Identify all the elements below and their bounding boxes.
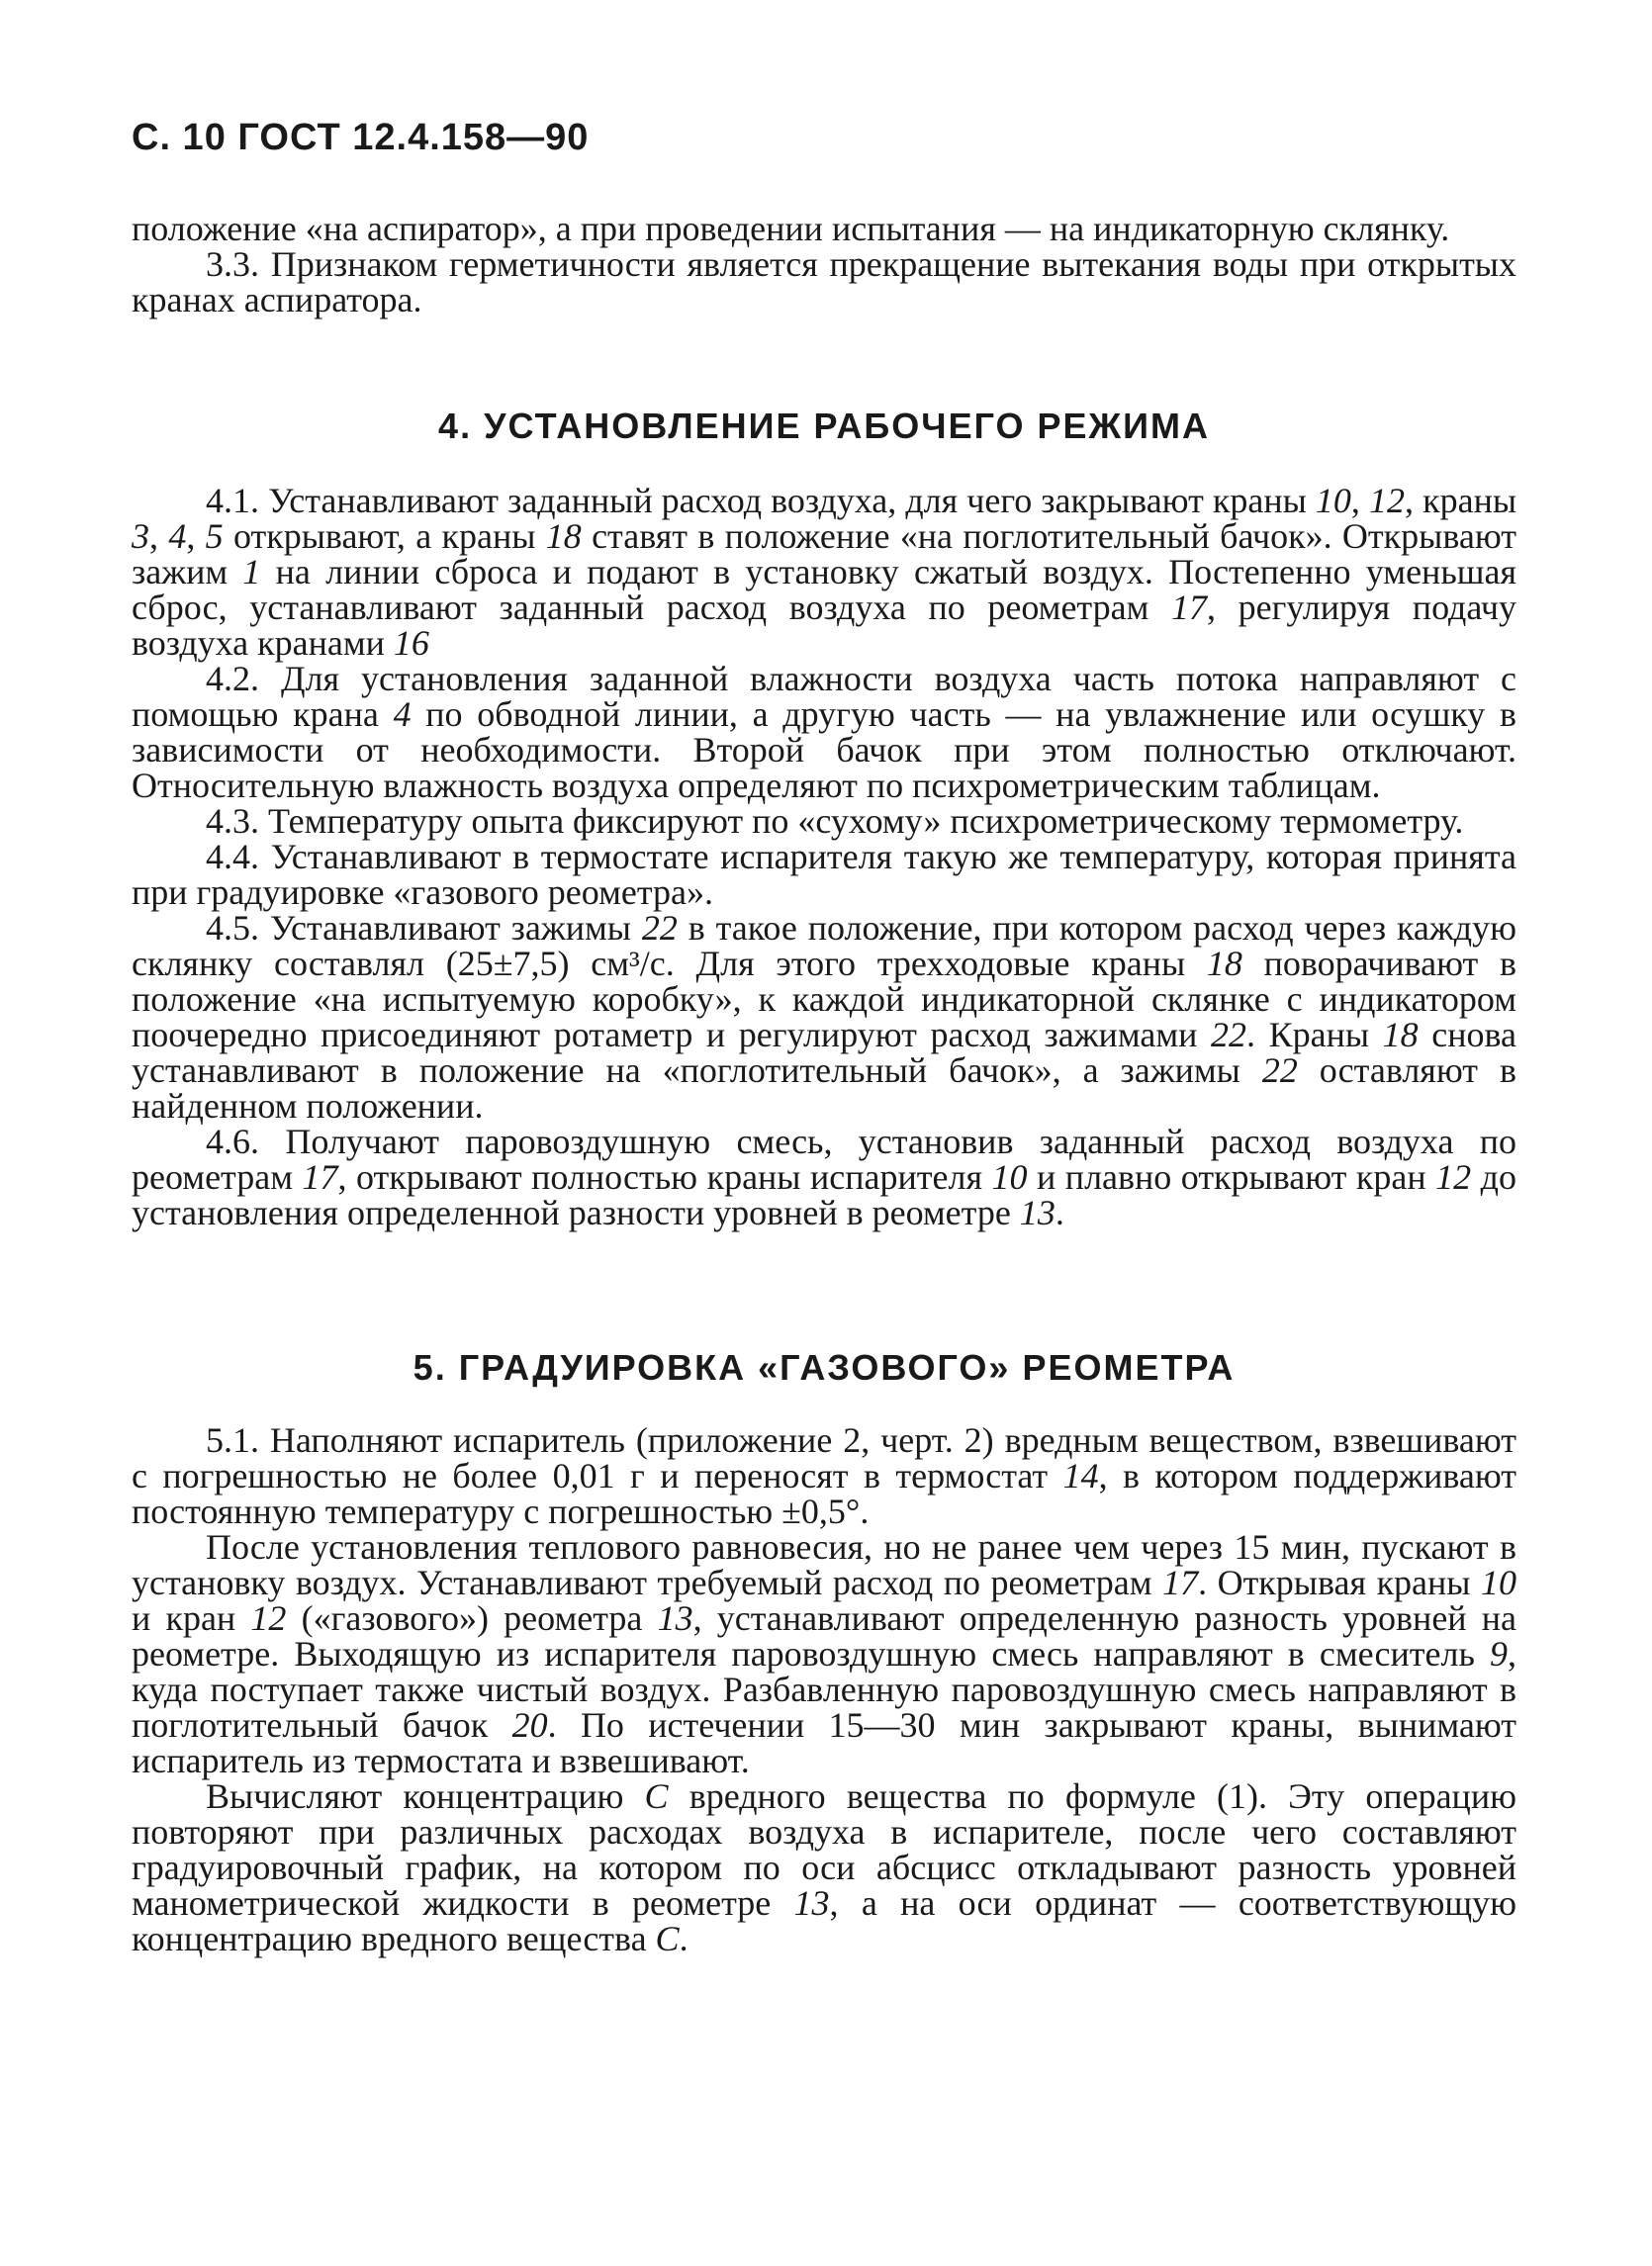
paragraph-4-4: 4.4. Устанавливают в термостате испарителя такую же температуру, которая принята при градуировке «газового реометра». [132,837,1516,912]
section-5-body [132,1422,1516,1956]
paragraph-4-6: 4.6. Получают паровоздушную смесь, установив заданный расход воздуха по реометрам 17, открывают полностью краны испарителя 10 и плавно открывают кран 12 до установления определенной разности уровней в реометре 13. [132,1122,1516,1232]
paragraph-5-1-continued: После установления теплового равновесия, но не ранее чем через 15 мин, пускают в установку воздух. Устанавливают требуемый расход по реометрам 17. Открывая краны 10 и кран 12 («газового») реометра 13, устанавливают определенную разность уровней на реометре. Выходящую из испарителя паровоздушную смесь направляют в смеситель 9, куда поступает также чистый воздух. Разбавленную паровоздушную смесь направляют в поглотительный бачок 20. По истечении 15—30 мин закрывают краны, вынимают испаритель из термостата и взвешивают. [132,1527,1517,1780]
paragraph-4-5: 4.5. Устанавливают зажимы 22 в такое положение, при котором расход через каждую склянку составлял (25±7,5) см³/с. Для этого трехходовые краны 18 поворачивают в положение «на испытуемую коробку», к каждой индикаторной склянке с индикатором поочередно присоединяют ротаметр и регулируют расход зажимами 22. Краны 18 снова устанавливают в положение на «поглотительный бачок», а зажимы 22 оставляют в найденном положении. [132,908,1516,1126]
paragraph-4-1: 4.1. Устанавливают заданный расход воздуха, для чего закрывают краны 10, 12, краны 3, 4, 5 открывают, а краны 18 ставят в положение «на поглотительный бачок». Открывают зажим 1 на линии сброса и подают в установку сжатый воздух. Постепенно уменьшая сброс, устанавливают заданный расход воздуха по реометрам 17, регулируя подачу воздуха кранами 16 [132,481,1517,663]
paragraph-4-3: 4.3. Температуру опыта фиксируют по «сухому» психрометрическому термометру. [206,801,1464,841]
paragraph-4-2: 4.2. Для установления заданной влажности воздуха часть потока направляют с помощью крана 4 по обводной линии, а другую часть — на увлажнение или осушку в зависимости от необходимости. Второй бачок при этом полностью отключают. Относительную влажность воздуха определяют по психрометрическим таблицам. [132,659,1516,805]
paragraph-3-2-continuation: положение «на аспиратор», а при проведении испытания — на индикаторную склянку. [132,209,1450,248]
page-header: С. 10 ГОСТ 12.4.158—90 [132,117,590,158]
intro-block [132,211,1516,317]
section-5-title: 5. ГРАДУИРОВКА «ГАЗОВОГО» РЕОМЕТРА [413,1347,1236,1388]
section-4-title: 4. УСТАНОВЛЕНИЕ РАБОЧЕГО РЕЖИМА [438,406,1210,446]
section-4-body [132,483,1516,1230]
paragraph-5-1-calculation: Вычисляют концентрацию С вредного вещества по формуле (1). Эту операцию повторяют при различных расходах воздуха в испарителе, после чего составляют градуировочный график, на котором по оси абсцисс откладывают разность уровней манометрической жидкости в реометре 13, а на оси ординат — соответствующую концентрацию вредного вещества С. [132,1776,1516,1958]
paragraph-3-3: 3.3. Признаком герметичности является прекращение вытекания воды при открытых кранах аспиратора. [132,244,1516,319]
paragraph-5-1: 5.1. Наполняют испаритель (приложение 2, черт. 2) вредным веществом, взвешивают с погрешностью не более 0,01 г и переносят в термостат 14, в котором поддерживают постоянную температуру с погрешностью ±0,5°. [132,1420,1517,1531]
